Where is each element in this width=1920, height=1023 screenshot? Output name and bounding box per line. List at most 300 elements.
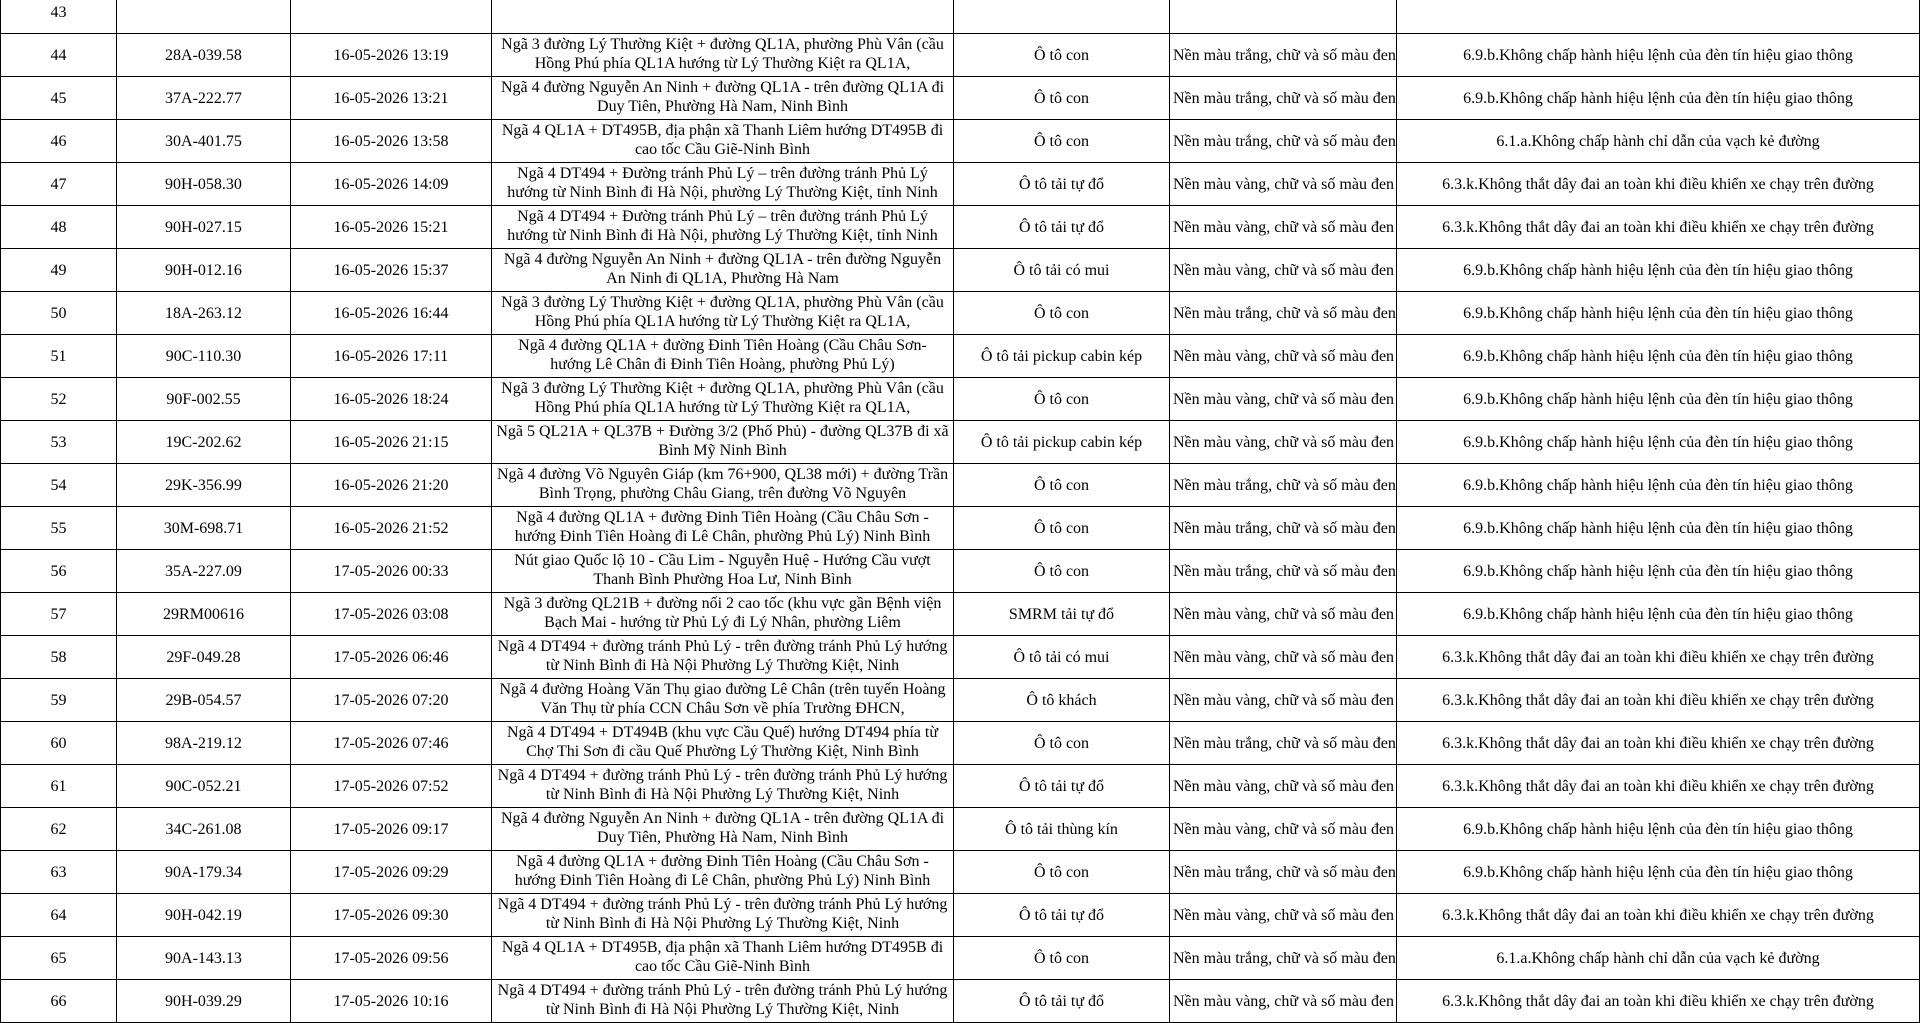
violation-time-cell (291, 292, 492, 335)
violation-description: 6.3.k.Không thắt dây đai an toàn khi điều khiển xe chạy trên đường (1442, 906, 1874, 924)
violation-time-cell (291, 507, 492, 550)
plate-color-cell (1170, 206, 1397, 249)
license-plate-cell (117, 120, 291, 163)
table-row (1, 851, 1920, 894)
violation-description: 6.9.b.Không chấp hành hiệu lệnh của đèn tín hiệu giao thông (1463, 519, 1853, 537)
license-plate-cell (117, 894, 291, 937)
violation-time-cell (291, 206, 492, 249)
plate-color-cell (1170, 722, 1397, 765)
vehicle-type-cell (954, 0, 1170, 34)
violation-description-cell (1397, 765, 1920, 808)
row-number-cell (1, 77, 117, 120)
plate-color: Nền màu trắng, chữ và số màu đen (1173, 304, 1396, 322)
plate-color-cell (1170, 77, 1397, 120)
violation-time: 16-05-2026 13:19 (333, 46, 449, 64)
table-row (1, 206, 1920, 249)
plate-color: Nền màu trắng, chữ và số màu đen (1173, 132, 1396, 150)
license-plate: 19C-202.62 (165, 433, 242, 451)
violation-time: 16-05-2026 14:09 (333, 175, 449, 193)
license-plate: 34C-261.08 (165, 820, 242, 838)
table-row (1, 163, 1920, 206)
row-number: 51 (50, 347, 67, 365)
violation-location-cell (492, 765, 954, 808)
violation-time-cell (291, 378, 492, 421)
violation-description: 6.9.b.Không chấp hành hiệu lệnh của đèn tín hiệu giao thông (1463, 390, 1853, 408)
table-row (1, 335, 1920, 378)
violation-time-cell (291, 163, 492, 206)
license-plate: 90A-179.34 (165, 863, 242, 881)
plate-color-cell (1170, 421, 1397, 464)
vehicle-type-cell (954, 550, 1170, 593)
plate-color: Nền màu vàng, chữ và số màu đen (1173, 175, 1395, 193)
violation-location-cell (492, 421, 954, 464)
plate-color: Nền màu trắng, chữ và số màu đen (1173, 89, 1396, 107)
vehicle-type: Ô tô con (1033, 89, 1090, 107)
vehicle-type: Ô tô con (1033, 519, 1090, 537)
violation-time-cell (291, 77, 492, 120)
violation-description: 6.3.k.Không thắt dây đai an toàn khi điều khiển xe chạy trên đường (1442, 218, 1874, 236)
violation-location: Ngã 4 đường QL1A + đường Đinh Tiên Hoàng (Cầu Châu Sơn - hướng Đinh Tiên Hoàng đi Lê Chân, phường Phủ Lý) Ninh Bình (514, 853, 931, 889)
violation-description-cell (1397, 550, 1920, 593)
violation-description: 6.9.b.Không chấp hành hiệu lệnh của đèn tín hiệu giao thông (1463, 46, 1853, 64)
vehicle-type-cell (954, 292, 1170, 335)
vehicle-type: Ô tô con (1033, 132, 1090, 150)
row-number: 54 (50, 476, 67, 494)
violation-location: Ngã 4 DT494 + đường tránh Phủ Lý - trên đường tránh Phủ Lý hướng từ Ninh Bình đi Hà Nội Phường Lý Thường Kiệt, Ninh (497, 896, 948, 932)
violation-description-cell (1397, 421, 1920, 464)
row-number: 55 (50, 519, 67, 537)
table-row (1, 808, 1920, 851)
row-number: 64 (50, 906, 67, 924)
vehicle-type: Ô tô tải tự đổ (1018, 218, 1105, 236)
table-row (1, 980, 1920, 1023)
vehicle-type: Ô tô con (1033, 863, 1090, 881)
vehicle-type-cell (954, 249, 1170, 292)
row-number: 50 (50, 304, 67, 322)
plate-color: Nền màu vàng, chữ và số màu đen (1173, 390, 1395, 408)
vehicle-type-cell (954, 335, 1170, 378)
violation-location: Ngã 4 đường Hoàng Văn Thụ giao đường Lê Chân (trên tuyến Hoàng Văn Thụ từ phía CCN Châu Sơn về phía Trường ĐHCN, (499, 681, 946, 717)
violations-table-body (1, 0, 1920, 1023)
row-number: 65 (50, 949, 67, 967)
violation-location: Ngã 3 đường QL21B + đường nối 2 cao tốc (khu vực gần Bệnh viện Bạch Mai - hướng từ Phủ Lý đi Lý Nhân, phường Liêm (503, 595, 942, 631)
violation-time-cell (291, 980, 492, 1023)
violation-description-cell (1397, 679, 1920, 722)
violation-time: 16-05-2026 13:58 (333, 132, 449, 150)
violation-location: Ngã 5 QL21A + QL37B + Đường 3/2 (Phố Phủ) - đường QL37B đi xã Bình Mỹ Ninh Bình (496, 423, 949, 459)
row-number: 62 (50, 820, 67, 838)
violation-description: 6.9.b.Không chấp hành hiệu lệnh của đèn tín hiệu giao thông (1463, 562, 1853, 580)
plate-color-cell (1170, 507, 1397, 550)
violation-description: 6.9.b.Không chấp hành hiệu lệnh của đèn tín hiệu giao thông (1463, 476, 1853, 494)
plate-color-cell (1170, 0, 1397, 34)
violation-time-cell (291, 550, 492, 593)
vehicle-type: Ô tô tải tự đổ (1018, 777, 1105, 795)
row-number-cell (1, 0, 117, 34)
vehicle-type-cell (954, 206, 1170, 249)
vehicle-type: Ô tô con (1033, 390, 1090, 408)
license-plate: 30A-401.75 (165, 132, 242, 150)
vehicle-type: Ô tô con (1033, 476, 1090, 494)
violation-description-cell (1397, 980, 1920, 1023)
license-plate-cell (117, 464, 291, 507)
row-number-cell (1, 722, 117, 765)
table-row (1, 937, 1920, 980)
violation-location-cell (492, 808, 954, 851)
license-plate-cell (117, 808, 291, 851)
plate-color: Nền màu vàng, chữ và số màu đen (1173, 347, 1395, 365)
violation-time: 16-05-2026 21:20 (333, 476, 449, 494)
violation-location-cell (492, 937, 954, 980)
violation-description-cell (1397, 77, 1920, 120)
row-number: 48 (50, 218, 67, 236)
vehicle-type: Ô tô khách (1026, 691, 1097, 709)
license-plate-cell (117, 206, 291, 249)
row-number: 61 (50, 777, 67, 795)
violation-location: Ngã 4 DT494 + đường tránh Phủ Lý - trên đường tránh Phủ Lý hướng từ Ninh Bình đi Hà Nội Phường Lý Thường Kiệt, Ninh (497, 767, 948, 803)
license-plate: 90A-143.13 (165, 949, 242, 967)
license-plate-cell (117, 335, 291, 378)
violation-description: 6.9.b.Không chấp hành hiệu lệnh của đèn tín hiệu giao thông (1463, 605, 1853, 623)
violation-location: Ngã 4 QL1A + DT495B, địa phận xã Thanh Liêm hướng DT495B đi cao tốc Cầu Giẽ-Ninh Bình (501, 122, 944, 158)
vehicle-type: Ô tô tải pickup cabin kép (980, 347, 1143, 365)
violation-location: Ngã 4 DT494 + Đường tránh Phủ Lý – trên đường tránh Phủ Lý hướng từ Ninh Bình đi Hà Nội, phường Lý Thường Kiệt, tỉnh Ninh (507, 208, 938, 244)
violation-time-cell (291, 894, 492, 937)
violation-description: 6.9.b.Không chấp hành hiệu lệnh của đèn tín hiệu giao thông (1463, 820, 1853, 838)
license-plate-cell (117, 851, 291, 894)
table-row (1, 34, 1920, 77)
violation-location-cell (492, 550, 954, 593)
violation-description: 6.9.b.Không chấp hành hiệu lệnh của đèn tín hiệu giao thông (1463, 433, 1853, 451)
plate-color-cell (1170, 937, 1397, 980)
plate-color: Nền màu vàng, chữ và số màu đen (1173, 433, 1395, 451)
violation-description-cell (1397, 335, 1920, 378)
license-plate-cell (117, 77, 291, 120)
license-plate-cell (117, 292, 291, 335)
plate-color-cell (1170, 34, 1397, 77)
row-number-cell (1, 464, 117, 507)
vehicle-type-cell (954, 679, 1170, 722)
violation-location-cell (492, 120, 954, 163)
violation-time: 17-05-2026 00:33 (333, 562, 449, 580)
table-row (1, 292, 1920, 335)
plate-color: Nền màu trắng, chữ và số màu đen (1173, 519, 1396, 537)
license-plate-cell (117, 0, 291, 34)
violation-location-cell (492, 722, 954, 765)
violation-time: 17-05-2026 07:46 (333, 734, 449, 752)
violation-description: 6.9.b.Không chấp hành hiệu lệnh của đèn tín hiệu giao thông (1463, 261, 1853, 279)
violation-time: 16-05-2026 17:11 (333, 347, 449, 365)
license-plate: 29B-054.57 (165, 691, 242, 709)
violation-time: 16-05-2026 21:52 (333, 519, 449, 537)
plate-color-cell (1170, 378, 1397, 421)
plate-color: Nền màu vàng, chữ và số màu đen (1173, 906, 1395, 924)
table-row (1, 722, 1920, 765)
violation-time-cell (291, 593, 492, 636)
row-number-cell (1, 292, 117, 335)
violation-location: Ngã 4 đường Võ Nguyên Giáp (km 76+900, QL38 mới) + đường Trần Bình Trọng, phường Châu Giang, trên đường Võ Nguyên (496, 466, 949, 502)
row-number: 59 (50, 691, 67, 709)
vehicle-type-cell (954, 77, 1170, 120)
row-number-cell (1, 765, 117, 808)
row-number-cell (1, 593, 117, 636)
table-row (1, 249, 1920, 292)
plate-color-cell (1170, 464, 1397, 507)
violation-time: 17-05-2026 09:29 (333, 863, 449, 881)
violation-description-cell (1397, 507, 1920, 550)
violation-location-cell (492, 851, 954, 894)
plate-color-cell (1170, 851, 1397, 894)
license-plate-cell (117, 593, 291, 636)
row-number-cell (1, 636, 117, 679)
violation-location: Ngã 4 đường QL1A + đường Đinh Tiên Hoàng (Cầu Châu Sơn - hướng Đinh Tiên Hoàng đi Lê Chân, phường Phủ Lý) Ninh Bình (514, 509, 931, 545)
vehicle-type-cell (954, 765, 1170, 808)
plate-color-cell (1170, 120, 1397, 163)
violation-time-cell (291, 808, 492, 851)
table-row (1, 421, 1920, 464)
license-plate: 29K-356.99 (165, 476, 242, 494)
license-plate: 30M-698.71 (163, 519, 244, 537)
violation-time: 17-05-2026 07:52 (333, 777, 449, 795)
vehicle-type-cell (954, 378, 1170, 421)
violation-location: Ngã 3 đường Lý Thường Kiệt + đường QL1A, phường Phù Vân (cầu Hồng Phú phía QL1A hướng từ Lý Thường Kiệt ra QL1A, (501, 294, 944, 330)
license-plate: 98A-219.12 (165, 734, 242, 752)
vehicle-type-cell (954, 722, 1170, 765)
violation-location: Ngã 4 đường QL1A + đường Đinh Tiên Hoàng (Cầu Châu Sơn- hướng Lê Chân đi Đinh Tiên Hoàng, phường Phủ Lý) (518, 337, 927, 373)
violation-description-cell (1397, 937, 1920, 980)
plate-color-cell (1170, 593, 1397, 636)
violation-location: Ngã 4 DT494 + Đường tránh Phủ Lý – trên đường tránh Phủ Lý hướng từ Ninh Bình đi Hà Nội, phường Lý Thường Kiệt, tỉnh Ninh (507, 165, 938, 201)
violation-description-cell (1397, 636, 1920, 679)
license-plate: 35A-227.09 (165, 562, 242, 580)
violation-location-cell (492, 34, 954, 77)
violation-location-cell (492, 636, 954, 679)
violation-description-cell (1397, 120, 1920, 163)
table-row (1, 120, 1920, 163)
violation-location-cell (492, 292, 954, 335)
row-number-cell (1, 249, 117, 292)
violation-location: Ngã 4 DT494 + DT494B (khu vực Cầu Quế) hướng DT494 phía từ Chợ Thi Sơn đi cầu Quế Phường Lý Thường Kiệt, Ninh Bình (507, 724, 938, 760)
violation-time-cell (291, 679, 492, 722)
plate-color-cell (1170, 163, 1397, 206)
license-plate: 28A-039.58 (165, 46, 242, 64)
plate-color: Nền màu vàng, chữ và số màu đen (1173, 605, 1395, 623)
row-number-cell (1, 679, 117, 722)
plate-color: Nền màu vàng, chữ và số màu đen (1173, 691, 1395, 709)
row-number: 57 (50, 605, 67, 623)
license-plate-cell (117, 378, 291, 421)
row-number: 45 (50, 89, 67, 107)
license-plate: 90H-039.29 (165, 992, 242, 1010)
vehicle-type: Ô tô tải có mui (1013, 648, 1110, 666)
table-row (1, 679, 1920, 722)
vehicle-type-cell (954, 593, 1170, 636)
license-plate: 90H-012.16 (165, 261, 242, 279)
vehicle-type-cell (954, 636, 1170, 679)
violation-time: 16-05-2026 13:21 (333, 89, 449, 107)
violation-description-cell (1397, 808, 1920, 851)
license-plate-cell (117, 34, 291, 77)
row-number: 66 (50, 992, 67, 1010)
violation-time-cell (291, 249, 492, 292)
row-number-cell (1, 335, 117, 378)
vehicle-type: SMRM tải tự đổ (1008, 605, 1115, 623)
vehicle-type: Ô tô con (1033, 304, 1090, 322)
vehicle-type: Ô tô tải có mui (1013, 261, 1110, 279)
row-number: 52 (50, 390, 67, 408)
violation-time-cell (291, 765, 492, 808)
violation-location-cell (492, 335, 954, 378)
vehicle-type: Ô tô tải tự đổ (1018, 906, 1105, 924)
violation-time-cell (291, 464, 492, 507)
violation-description: 6.1.a.Không chấp hành chỉ dẫn của vạch kẻ đường (1496, 949, 1820, 967)
vehicle-type-cell (954, 464, 1170, 507)
violation-time: 17-05-2026 09:30 (333, 906, 449, 924)
license-plate-cell (117, 163, 291, 206)
plate-color-cell (1170, 679, 1397, 722)
plate-color-cell (1170, 292, 1397, 335)
vehicle-type-cell (954, 808, 1170, 851)
violation-time: 16-05-2026 15:21 (333, 218, 449, 236)
violation-description: 6.9.b.Không chấp hành hiệu lệnh của đèn tín hiệu giao thông (1463, 304, 1853, 322)
table-row (1, 464, 1920, 507)
row-number-cell (1, 980, 117, 1023)
table-row (1, 636, 1920, 679)
license-plate: 90H-027.15 (165, 218, 242, 236)
license-plate: 29F-049.28 (166, 648, 241, 666)
violation-description-cell (1397, 593, 1920, 636)
violation-location-cell (492, 0, 954, 34)
row-number-cell (1, 206, 117, 249)
violation-location: Ngã 3 đường Lý Thường Kiệt + đường QL1A, phường Phù Vân (cầu Hồng Phú phía QL1A hướng từ Lý Thường Kiệt ra QL1A, (501, 36, 944, 72)
violation-time-cell (291, 120, 492, 163)
vehicle-type-cell (954, 163, 1170, 206)
vehicle-type: Ô tô tải tự đổ (1018, 175, 1105, 193)
license-plate: 90H-042.19 (165, 906, 242, 924)
row-number: 58 (50, 648, 67, 666)
plate-color: Nền màu trắng, chữ và số màu đen (1173, 734, 1396, 752)
plate-color: Nền màu vàng, chữ và số màu đen (1173, 261, 1395, 279)
vehicle-type-cell (954, 507, 1170, 550)
license-plate-cell (117, 249, 291, 292)
plate-color-cell (1170, 249, 1397, 292)
plate-color-cell (1170, 980, 1397, 1023)
vehicle-type: Ô tô con (1033, 562, 1090, 580)
plate-color: Nền màu vàng, chữ và số màu đen (1173, 218, 1395, 236)
violation-location: Ngã 3 đường Lý Thường Kiệt + đường QL1A, phường Phù Vân (cầu Hồng Phú phía QL1A hướng từ Lý Thường Kiệt ra QL1A, (501, 380, 944, 416)
table-row (1, 378, 1920, 421)
violation-location-cell (492, 507, 954, 550)
plate-color: Nền màu vàng, chữ và số màu đen (1173, 777, 1395, 795)
violation-description-cell (1397, 378, 1920, 421)
license-plate-cell (117, 722, 291, 765)
violation-time: 17-05-2026 06:46 (333, 648, 449, 666)
plate-color: Nền màu trắng, chữ và số màu đen (1173, 562, 1396, 580)
plate-color-cell (1170, 550, 1397, 593)
violation-description: 6.3.k.Không thắt dây đai an toàn khi điều khiển xe chạy trên đường (1442, 777, 1874, 795)
vehicle-type-cell (954, 851, 1170, 894)
plate-color-cell (1170, 335, 1397, 378)
violation-time: 17-05-2026 07:20 (333, 691, 449, 709)
license-plate: 18A-263.12 (165, 304, 242, 322)
row-number-cell (1, 163, 117, 206)
plate-color-cell (1170, 808, 1397, 851)
plate-color-cell (1170, 765, 1397, 808)
table-row (1, 894, 1920, 937)
vehicle-type: Ô tô con (1033, 46, 1090, 64)
violation-time: 17-05-2026 10:16 (333, 992, 449, 1010)
violation-description-cell (1397, 292, 1920, 335)
violation-description: 6.3.k.Không thắt dây đai an toàn khi điều khiển xe chạy trên đường (1442, 691, 1874, 709)
violation-location (496, 0, 949, 32)
vehicle-type-cell (954, 937, 1170, 980)
vehicle-type-cell (954, 421, 1170, 464)
license-plate: 90C-052.21 (165, 777, 242, 795)
row-number-cell (1, 421, 117, 464)
violation-location-cell (492, 593, 954, 636)
violation-description: 6.3.k.Không thắt dây đai an toàn khi điều khiển xe chạy trên đường (1442, 175, 1874, 193)
violation-description-cell (1397, 249, 1920, 292)
violation-time-cell (291, 0, 492, 34)
license-plate-cell (117, 636, 291, 679)
violation-location-cell (492, 249, 954, 292)
plate-color: Nền màu trắng, chữ và số màu đen (1173, 949, 1396, 967)
violation-time-cell (291, 851, 492, 894)
vehicle-type-cell (954, 120, 1170, 163)
violation-description-cell (1397, 163, 1920, 206)
violation-location: Ngã 4 DT494 + đường tránh Phủ Lý - trên đường tránh Phủ Lý hướng từ Ninh Bình đi Hà Nội Phường Lý Thường Kiệt, Ninh (497, 982, 948, 1018)
license-plate: 90H-058.30 (165, 175, 242, 193)
license-plate-cell (117, 550, 291, 593)
violation-location-cell (492, 77, 954, 120)
violation-description-cell (1397, 894, 1920, 937)
vehicle-type-cell (954, 34, 1170, 77)
violation-location: Nút giao Quốc lộ 10 - Cầu Lim - Nguyễn Huệ - Hướng Cầu vượt Thanh Bình Phường Hoa Lư, Ninh Bình (514, 552, 931, 588)
row-number: 63 (50, 863, 67, 881)
row-number-cell (1, 120, 117, 163)
license-plate: 29RM00616 (163, 605, 244, 623)
plate-color-cell (1170, 636, 1397, 679)
row-number-cell (1, 808, 117, 851)
violation-time-cell (291, 937, 492, 980)
violation-location: Ngã 4 đường Nguyễn An Ninh + đường QL1A - trên đường Nguyễn An Ninh đi QL1A, Phường Hà Nam (503, 251, 942, 287)
violation-time: 16-05-2026 18:24 (333, 390, 449, 408)
row-number: 49 (50, 261, 67, 279)
violation-description-cell (1397, 464, 1920, 507)
table-row (1, 550, 1920, 593)
violation-time: 17-05-2026 09:56 (333, 949, 449, 967)
table-row (1, 593, 1920, 636)
license-plate-cell (117, 980, 291, 1023)
violation-description-cell (1397, 206, 1920, 249)
license-plate-cell (117, 765, 291, 808)
violation-time-cell (291, 722, 492, 765)
table-row (1, 0, 1920, 34)
row-number-cell (1, 378, 117, 421)
violation-description-cell (1397, 851, 1920, 894)
violation-time: 17-05-2026 09:17 (333, 820, 449, 838)
plate-color: Nền màu vàng, chữ và số màu đen (1173, 648, 1395, 666)
violation-location-cell (492, 894, 954, 937)
violation-time-cell (291, 335, 492, 378)
row-number-cell (1, 851, 117, 894)
row-number: 47 (50, 175, 67, 193)
row-number: 46 (50, 132, 67, 150)
plate-color: Nền màu trắng, chữ và số màu đen (1173, 476, 1396, 494)
violation-location-cell (492, 163, 954, 206)
violation-description-cell (1397, 722, 1920, 765)
vehicle-type-cell (954, 894, 1170, 937)
